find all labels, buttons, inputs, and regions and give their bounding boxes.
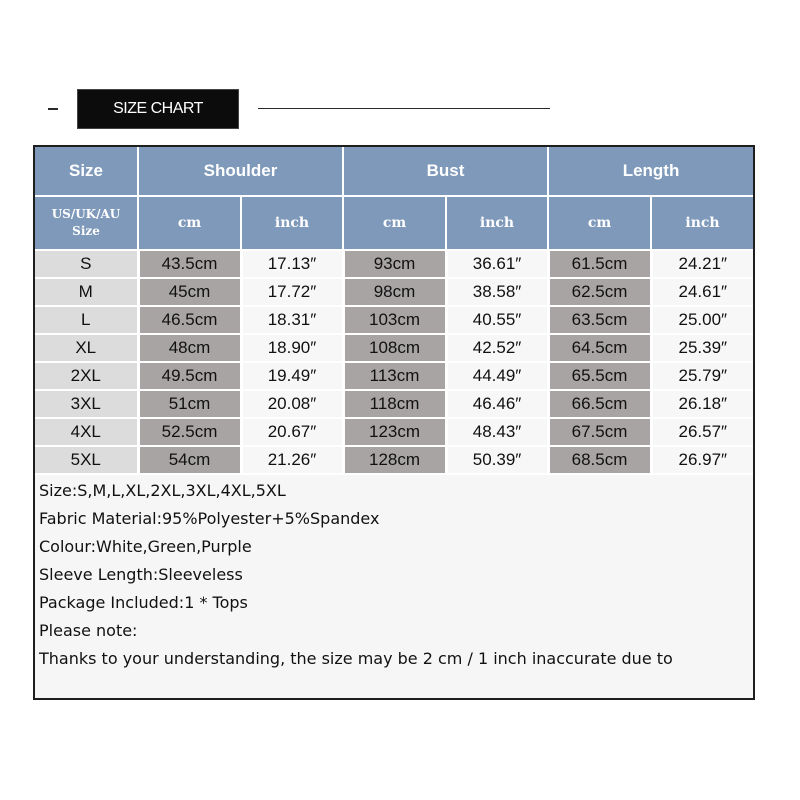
- bust-cm-value: 118cm: [343, 390, 446, 418]
- size-sub-header: [35, 196, 138, 250]
- bust-cm-value: 93cm: [343, 250, 446, 278]
- shoulder-cm-value: 46.5cm: [138, 306, 241, 334]
- bust-inch-value: 50.39″: [446, 446, 548, 474]
- shoulder-cm-value: 45cm: [138, 278, 241, 306]
- length-cm-value: 67.5cm: [548, 418, 651, 446]
- size-value: 2XL: [35, 362, 138, 390]
- size-rows: [35, 250, 753, 474]
- length-inch-header: inch: [651, 196, 753, 250]
- length-inch-value: 25.00″: [651, 306, 753, 334]
- length-cm-value: 65.5cm: [548, 362, 651, 390]
- bust-inch-value: 48.43″: [446, 418, 548, 446]
- size-sub-header-line2: Size: [72, 224, 100, 238]
- bust-inch-value: 40.55″: [446, 306, 548, 334]
- table-row: [35, 250, 753, 278]
- info-package: Package Included:1 * Tops: [39, 593, 248, 612]
- shoulder-inch-value: 20.08″: [241, 390, 343, 418]
- product-info: [39, 477, 749, 673]
- size-value: L: [35, 306, 138, 334]
- bust-cm-value: 123cm: [343, 418, 446, 446]
- table-row: [35, 306, 753, 334]
- bust-cm-value: 128cm: [343, 446, 446, 474]
- length-inch-value: 24.61″: [651, 278, 753, 306]
- shoulder-cm-value: 43.5cm: [138, 250, 241, 278]
- shoulder-cm-value: 48cm: [138, 334, 241, 362]
- bust-inch-value: 42.52″: [446, 334, 548, 362]
- bust-cm-value: 108cm: [343, 334, 446, 362]
- bust-header: Bust: [343, 147, 548, 196]
- info-note-label: Please note:: [39, 621, 138, 640]
- shoulder-inch-header: inch: [241, 196, 343, 250]
- length-cm-value: 63.5cm: [548, 306, 651, 334]
- info-fabric: Fabric Material:95%Polyester+5%Spandex: [39, 509, 380, 528]
- length-cm-value: 66.5cm: [548, 390, 651, 418]
- size-chart-banner: SIZE CHART: [78, 90, 238, 128]
- size-value: S: [35, 250, 138, 278]
- size-value: 5XL: [35, 446, 138, 474]
- shoulder-inch-value: 19.49″: [241, 362, 343, 390]
- shoulder-header: Shoulder: [138, 147, 343, 196]
- info-sizes: Size:S,M,L,XL,2XL,3XL,4XL,5XL: [39, 481, 286, 500]
- title-dash: [48, 108, 58, 110]
- bust-cm-value: 103cm: [343, 306, 446, 334]
- size-value: M: [35, 278, 138, 306]
- length-inch-value: 26.18″: [651, 390, 753, 418]
- shoulder-inch-value: 17.72″: [241, 278, 343, 306]
- shoulder-inch-value: 21.26″: [241, 446, 343, 474]
- length-inch-value: 26.57″: [651, 418, 753, 446]
- bust-inch-value: 38.58″: [446, 278, 548, 306]
- bust-cm-value: 113cm: [343, 362, 446, 390]
- bust-cm-value: 98cm: [343, 278, 446, 306]
- title-rule: [258, 108, 550, 109]
- shoulder-inch-value: 18.31″: [241, 306, 343, 334]
- size-value: 3XL: [35, 390, 138, 418]
- size-chart-frame: [33, 145, 755, 700]
- bust-inch-value: 36.61″: [446, 250, 548, 278]
- table-row: [35, 278, 753, 306]
- length-inch-value: 25.79″: [651, 362, 753, 390]
- length-cm-header: cm: [548, 196, 651, 250]
- size-table: [35, 147, 753, 475]
- bust-inch-value: 44.49″: [446, 362, 548, 390]
- shoulder-cm-header: cm: [138, 196, 241, 250]
- length-cm-value: 64.5cm: [548, 334, 651, 362]
- size-chart-title-bar: [0, 0, 800, 140]
- table-row: [35, 362, 753, 390]
- shoulder-cm-value: 51cm: [138, 390, 241, 418]
- size-sub-header-line1: US/UK/AU: [51, 207, 121, 221]
- bust-cm-header: cm: [343, 196, 446, 250]
- info-note-text: Thanks to your understanding, the size may be 2 cm / 1 inch inaccurate due to: [39, 649, 673, 668]
- shoulder-inch-value: 18.90″: [241, 334, 343, 362]
- length-header: Length: [548, 147, 753, 196]
- length-inch-value: 25.39″: [651, 334, 753, 362]
- info-colour: Colour:White,Green,Purple: [39, 537, 252, 556]
- size-value: XL: [35, 334, 138, 362]
- table-row: [35, 334, 753, 362]
- shoulder-inch-value: 20.67″: [241, 418, 343, 446]
- bust-inch-header: inch: [446, 196, 548, 250]
- length-inch-value: 26.97″: [651, 446, 753, 474]
- length-cm-value: 68.5cm: [548, 446, 651, 474]
- shoulder-inch-value: 17.13″: [241, 250, 343, 278]
- size-value: 4XL: [35, 418, 138, 446]
- length-cm-value: 62.5cm: [548, 278, 651, 306]
- table-row: [35, 418, 753, 446]
- info-sleeve: Sleeve Length:Sleeveless: [39, 565, 243, 584]
- length-inch-value: 24.21″: [651, 250, 753, 278]
- table-row: [35, 390, 753, 418]
- bust-inch-value: 46.46″: [446, 390, 548, 418]
- unit-header-row: [35, 196, 753, 250]
- shoulder-cm-value: 49.5cm: [138, 362, 241, 390]
- group-header-row: [35, 147, 753, 196]
- shoulder-cm-value: 52.5cm: [138, 418, 241, 446]
- table-row: [35, 446, 753, 474]
- length-cm-value: 61.5cm: [548, 250, 651, 278]
- shoulder-cm-value: 54cm: [138, 446, 241, 474]
- size-header: Size: [35, 147, 138, 196]
